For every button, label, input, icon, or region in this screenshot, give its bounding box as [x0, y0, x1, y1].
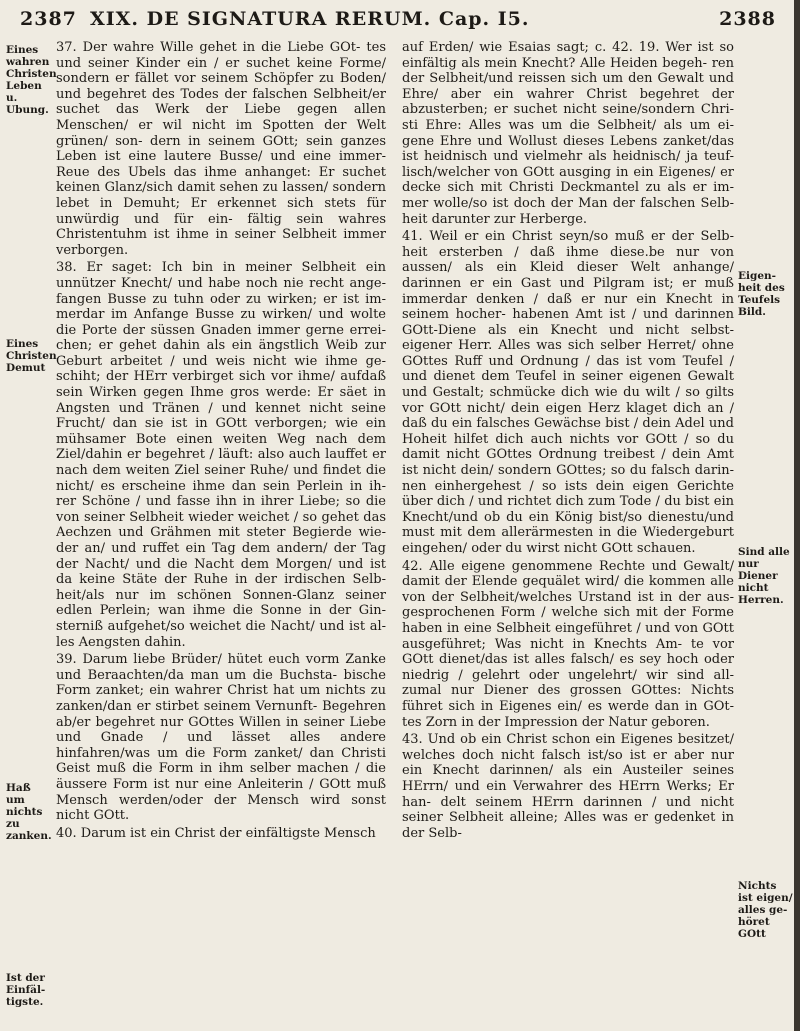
paragraph: 40. Darum ist ein Christ der einfältigste Mensch — [56, 825, 376, 841]
page-number-left: 2387 — [20, 8, 77, 30]
page-header — [20, 6, 782, 36]
margin-note-left: Ist der Einfäl- tigste. — [6, 972, 46, 1008]
margin-note-left: Haß um nichts zu zanken. — [6, 782, 52, 842]
paragraph: 38. Er saget: Ich bin in meiner Selbheit ein unnützer Knecht/ und habe noch nie recht ange- fangen Busse zu tuhn oder zu wirken; er ist im- merdar im Anfange Busse zu wirken/ und wolte die Porte der süssen Gnaden immer gerne errei- chen; er gehet dahin als ein ängstlich Weib zur Geburt arbeitet / und weis nicht wie ihme ge- schiht; der HErr verbirget sich vor ihme/ aufdaß sein Wirken gegen Ihme gros werde: Er säet in Angsten und Tränen / und kennet nicht seine Frucht/ dan sie ist in GOtt verborgen; wie ein mühsamer Bote einen weiten Weg nach dem Ziel/dahin er begehret / läuft: also auch lauffet er nach dem weiten Ziel seiner Ruhe/ und findet die nicht/ es erscheine ihme dan sein Perlein in ih- rer Schöne / und fasse ihn in ihrer Liebe; so die von seiner Selbheit wieder weichet / so gehet das Aechzen und Grähmen mit steter Begierde wie- der an/ und ruffet ein Tag dem andern/ der Tag der Nacht/ und die Nacht dem Morgen/ und ist da keine Stäte der Ruhe in der irdischen Selb- heit/als nur im schönen Sonnen-Glanz seiner edlen Perlein; wan ihme die Sonne in der Gin- sterniß aufgehet/so weichet die Nacht/ und ist al- les Aengsten dahin. — [56, 260, 386, 650]
page-number-right: 2388 — [719, 8, 776, 30]
paragraph: 37. Der wahre Wille gehet in die Liebe GOt- tes und seiner Kinder ein / er suchet keine Forme/ sondern er fället vor seinem Schöpfer zu Boden/ und begehret des Todes der falschen Selbheit/er suchet das Werk der Liebe gegen allen Menschen/ er wil nicht im Spotten der Welt grünen/ son- dern in seinem GOtt; sein ganzes Leben ist eine lautere Busse/ und eine immer-Reue des Ubels das ihme anhanget: Er suchet keinen Glanz/sich damit sehen zu lassen/ sondern lebet in Demuht; Er erkennet sich stets für unwürdig und für ein- fältig sein wahres Christentuhm ist ihme in seiner Selbheit immer verborgen. — [56, 40, 386, 258]
margin-note-right: Eigen- heit des Teufels Bild. — [738, 270, 785, 318]
right-column — [402, 40, 734, 1027]
margin-note-left: Eines Christen Demut — [6, 338, 57, 374]
page-edge — [794, 0, 800, 1031]
running-title: XIX. DE SIGNATURA RERUM. Cap. I5. — [90, 8, 530, 30]
margin-note-right: Sind alle nur Diener nicht Herren. — [738, 546, 790, 606]
paragraph: 42. Alle eigene genommene Rechte und Gewalt/ damit der Elende gequälet wird/ die kommen alle von der Selbheit/welches Urstand ist in der aus- gesprochenen Form / welche sich mit der Forme haben in eine Selbheit eingeführet / und von GOtt ausgeführet; Was nicht in Knechts Am- te vor GOtt dienet/das ist alles falsch/ es sey hoch oder niedrig / gelehrt oder ungelehrt/ wir sind all- zumal nur Diener des grossen GOttes: Nichts führet sich in Eigenes ein/ es werde dan in GOt- tes Zorn in der Impression der Natur geboren. — [402, 558, 734, 730]
paragraph: auf Erden/ wie Esaias sagt; c. 42. 19. Wer ist so einfältig als mein Knecht? Alle Heiden begeh- ren der Selbheit/und reissen sich um den Gewalt und Ehre/ aber ein wahrer Christ begehret der abzusterben; er suchet nicht seine/sondern Chri- sti Ehre: Alles was um die Selbheit/ als um ei- gene Ehre und Wollust dieses Lebens zanket/das ist heidnisch und vielmehr als heidnisch/ ja teuf- lisch/welcher von GOtt ausging in ein Eigenes/ er decke sich mit Christi Deckmantel zu als er im- mer wolle/so ist doch der Man der falschen Selb- heit darunter zur Herberge. — [402, 40, 734, 227]
left-column — [56, 40, 386, 1027]
paragraph: 43. Und ob ein Christ schon ein Eigenes besitzet/ welches doch nicht falsch ist/so ist er aber nur ein Knecht darinnen/ als ein Austeiler seines HErrn/ und ein Verwahrer des HErrn Werks; Er han- delt seinem HErrn darinnen / und nicht seiner Selbheit alleine; Alles was er gedenket in der Selb- — [402, 732, 734, 841]
paragraph: 41. Weil er ein Christ seyn/so muß er der Selb- heit ersterben / daß ihme diese.be nur von aussen/ als ein Kleid dieser Welt anhange/ darinnen er ein Gast und Pilgram ist; er muß immerdar denken / daß er nur ein Knecht in seinem hocher- habenen Amt ist / und darinnen GOtt-Diene als ein Knecht und nicht selbst-eigener Herr. Alles was sich selber Herret/ ohne GOttes Ruff und Ordnung / das ist vom Teufel / und dienet dem Teufel in seiner eigenen Gewalt und Gestalt; schmücke dich wie du wilt / so gilts vor GOtt nicht/ dein eigen Herz klaget dich an / daß du ein falsches Gewächse bist / dein Adel und Hoheit hilfet dich auch nichts vor GOtt / so du damit nicht GOttes Ordnung treibest / dein Amt ist nicht dein/ sondern GOttes; so du falsch darin- nen einhergehest / so ists dein eigen Gerichte über dich / und richtet dich zum Tode / du bist ein Knecht/und ob du ein König bist/so dienestu/und must mit dem allerärmesten in die Wiedergeburt eingehen/ oder du wirst nicht GOtt schauen. — [402, 229, 734, 556]
paragraph: 39. Darum liebe Brüder/ hütet euch vorm Zanke und Beraachten/da man um die Buchsta- bische Form zanket; ein wahrer Christ hat um nichts zu zanken/dan er stirbet seinem Vernunft- Begehren ab/er begehret nur GOttes Willen in seiner Liebe und Gnade / und lässet alles andere hinfahren/was um die Form zanket/ dan Christi Geist muß die Form in ihm selber machen / die äussere Form ist nur eine Anleiterin / GOtt muß Mensch werden/oder der Mensch wird sonst nicht GOtt. — [56, 652, 386, 824]
margin-note-right: Nichts ist eigen/ alles ge- höret GOtt — [738, 880, 793, 940]
margin-note-left: Eines wahren Christen Leben u. Ubung. — [6, 44, 57, 116]
